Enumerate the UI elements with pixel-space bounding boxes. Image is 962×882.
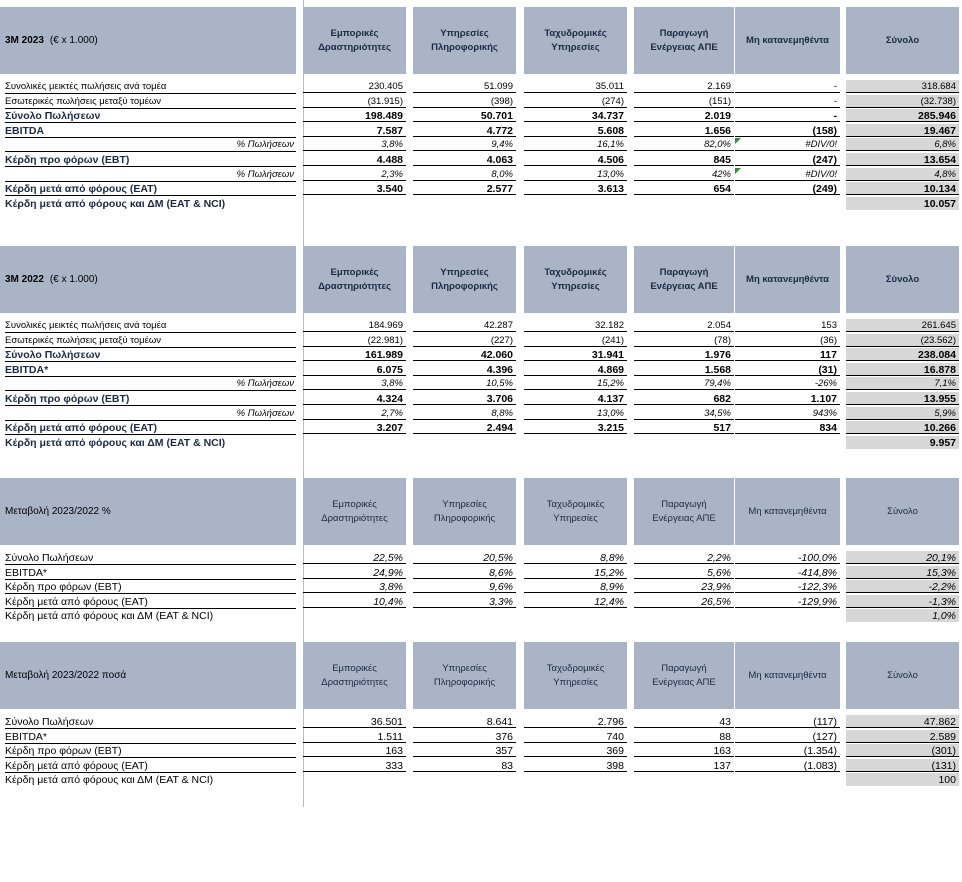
row-label: Κέρδη μετά από φόρους και ΔΜ (EAT & NCI) <box>5 436 226 449</box>
column-header-energy <box>634 642 734 709</box>
cell-postal: 31.941 <box>524 348 627 361</box>
cell-commercial: 3.207 <box>303 421 406 434</box>
cell-postal: 5.608 <box>524 124 627 137</box>
cell-unallocated: (1.083) <box>735 759 840 772</box>
column-header-total <box>846 478 959 545</box>
cell-it-services: 357 <box>413 744 516 757</box>
cell-commercial: 22,5% <box>303 551 406 564</box>
cell-commercial: 10,4% <box>303 595 406 608</box>
cell-postal: 13,0% <box>524 407 627 420</box>
cell-postal: 35.011 <box>524 80 627 93</box>
cell-energy: 79,4% <box>634 377 734 390</box>
cell-energy: 23,9% <box>634 580 734 593</box>
cell-commercial: (31.915) <box>303 95 406 108</box>
cell-postal: 369 <box>524 744 627 757</box>
column-header-text: Παραγωγή Ενέργειας ΑΠΕ <box>650 27 718 53</box>
cell-total: 13.654 <box>846 153 959 166</box>
cell-it-services: 376 <box>413 730 516 743</box>
column-header-unallocated <box>735 642 840 709</box>
cell-it-services: 8,8% <box>413 407 516 420</box>
cell-energy: 2,2% <box>634 551 734 564</box>
column-header-text: Σύνολο <box>885 273 920 285</box>
cell-unallocated: (247) <box>735 153 840 166</box>
section-unit: (€ x 1.000) <box>49 35 98 46</box>
cell-unallocated: 117 <box>735 348 840 361</box>
table-row <box>0 392 962 406</box>
row-label: Κέρδη μετά από φόρους (EAT) <box>5 759 296 773</box>
section-title <box>5 642 126 709</box>
column-header-commercial <box>303 7 406 74</box>
column-header-text: Παραγωγή Ενέργειας ΑΠΕ <box>650 266 718 292</box>
cell-total: 5,9% <box>846 407 959 420</box>
cell-postal: (274) <box>524 95 627 108</box>
table-row <box>0 609 962 623</box>
section-title <box>5 478 111 545</box>
table-row <box>0 80 962 94</box>
column-header-it-services <box>413 478 516 545</box>
cell-it-services: 3,3% <box>413 595 516 608</box>
row-label: Κέρδη προ φόρων (EBT) <box>5 580 296 594</box>
cell-unallocated: - <box>735 109 840 122</box>
cell-energy: 82,0% <box>634 138 734 151</box>
cell-postal: 3.613 <box>524 182 627 195</box>
row-label: % Πωλήσεων <box>5 138 296 152</box>
cell-it-services: 42.060 <box>413 348 516 361</box>
column-header-energy <box>634 7 734 74</box>
cell-postal: 34.737 <box>524 109 627 122</box>
cell-commercial: 24,9% <box>303 566 406 579</box>
cell-postal: 32.182 <box>524 319 627 332</box>
table-row <box>0 436 962 450</box>
table-row <box>0 124 962 138</box>
cell-total: 285.946 <box>846 109 959 122</box>
column-header-postal <box>524 478 627 545</box>
cell-energy: 845 <box>634 153 734 166</box>
table-row <box>0 348 962 362</box>
cell-total: -1,3% <box>846 595 959 608</box>
cell-postal: 740 <box>524 730 627 743</box>
table-row <box>0 363 962 377</box>
column-header-text: Παραγωγή Ενέργειας ΑΠΕ <box>652 498 716 524</box>
cell-it-services: 4.063 <box>413 153 516 166</box>
cell-total: 2.589 <box>846 730 959 743</box>
cell-it-services: 8.641 <box>413 715 516 728</box>
row-label: Εσωτερικές πωλήσεις μεταξύ τομέων <box>5 334 296 348</box>
cell-commercial: 230.405 <box>303 80 406 93</box>
column-header-it-services <box>413 246 516 313</box>
cell-commercial: 3,8% <box>303 580 406 593</box>
section-unit: (€ x 1.000) <box>49 274 98 285</box>
cell-commercial: 3,8% <box>303 377 406 390</box>
cell-postal: 16,1% <box>524 138 627 151</box>
column-header-text: Εμπορικές Δραστηριότητες <box>318 27 391 53</box>
table-row <box>0 551 962 565</box>
table-row <box>0 566 962 580</box>
row-label: Συνολικές μεικτές πωλήσεις ανά τομέα <box>5 319 296 333</box>
cell-commercial: 198.489 <box>303 109 406 122</box>
cell-postal: 8,8% <box>524 551 627 564</box>
row-label: % Πωλήσεων <box>5 377 296 391</box>
cell-unallocated: 834 <box>735 421 840 434</box>
cell-unallocated: (117) <box>735 715 840 728</box>
table-row <box>0 197 962 211</box>
column-header-unallocated <box>735 246 840 313</box>
row-label: % Πωλήσεων <box>5 407 296 421</box>
column-header-it-services <box>413 642 516 709</box>
cell-energy: 163 <box>634 744 734 757</box>
cell-commercial: 333 <box>303 759 406 772</box>
row-label: Κέρδη προ φόρων (EBT) <box>5 392 296 406</box>
row-label: EBITDA <box>5 124 296 138</box>
section-title-text: Μεταβολή 2023/2022 % <box>5 506 111 517</box>
table-row <box>0 580 962 594</box>
cell-commercial: 163 <box>303 744 406 757</box>
cell-commercial: 2,7% <box>303 407 406 420</box>
cell-unallocated: - <box>735 80 840 93</box>
table-row <box>0 334 962 348</box>
row-label: Κέρδη μετά από φόρους και ΔΜ (EAT & NCI) <box>5 197 226 210</box>
row-label: Σύνολο Πωλήσεων <box>5 348 296 362</box>
section-header <box>0 7 296 74</box>
cell-unallocated: -26% <box>735 377 840 390</box>
cell-it-services: 2.577 <box>413 182 516 195</box>
row-label: Σύνολο Πωλήσεων <box>5 715 296 729</box>
cell-energy: 517 <box>634 421 734 434</box>
column-header-text: Μη κατανεμηθέντα <box>748 505 827 517</box>
cell-unallocated: (249) <box>735 182 840 195</box>
column-header-unallocated <box>735 7 840 74</box>
row-label: Συνολικές μεικτές πωλήσεις ανά τομέα <box>5 80 296 94</box>
cell-unallocated <box>735 138 840 151</box>
column-header-total <box>846 246 959 313</box>
cell-it-services: 4.772 <box>413 124 516 137</box>
cell-energy: 2.019 <box>634 109 734 122</box>
report-section <box>0 642 962 882</box>
cell-postal: 12,4% <box>524 595 627 608</box>
cell-commercial: 7.587 <box>303 124 406 137</box>
cell-total: (23.562) <box>846 334 959 347</box>
cell-energy: 42% <box>634 168 734 181</box>
column-header-text: Μη κατανεμηθέντα <box>746 34 829 46</box>
cell-it-services: 20,5% <box>413 551 516 564</box>
cell-unallocated: (1.354) <box>735 744 840 757</box>
table-row <box>0 715 962 729</box>
cell-it-services: 8,6% <box>413 566 516 579</box>
cell-energy: 88 <box>634 730 734 743</box>
section-header <box>0 246 296 313</box>
cell-postal: 15,2% <box>524 566 627 579</box>
cell-energy: 682 <box>634 392 734 405</box>
cell-postal: (241) <box>524 334 627 347</box>
cell-energy: 654 <box>634 182 734 195</box>
column-header-text: Σύνολο <box>887 505 918 517</box>
cell-unallocated: 1.107 <box>735 392 840 405</box>
table-row <box>0 377 962 391</box>
column-header-total <box>846 642 959 709</box>
row-label: Κέρδη προ φόρων (EBT) <box>5 153 296 167</box>
cell-postal: 2.796 <box>524 715 627 728</box>
column-header-it-services <box>413 7 516 74</box>
cell-energy: (78) <box>634 334 734 347</box>
cell-postal: 15,2% <box>524 377 627 390</box>
cell-postal: 4.506 <box>524 153 627 166</box>
cell-energy: 2.054 <box>634 319 734 332</box>
cell-total: 10.266 <box>846 421 959 434</box>
row-label: Εσωτερικές πωλήσεις μεταξύ τομέων <box>5 95 296 109</box>
cell-total: 100 <box>846 773 959 786</box>
cell-total: 19.467 <box>846 124 959 137</box>
section-title-text: 3M 2023 <box>5 35 44 46</box>
column-header-text: Ταχυδρομικές Υπηρεσίες <box>546 498 605 524</box>
cell-unallocated: (127) <box>735 730 840 743</box>
cell-unallocated: 943% <box>735 407 840 420</box>
table-row <box>0 138 962 152</box>
cell-commercial: 4.324 <box>303 392 406 405</box>
cell-unallocated: -414,8% <box>735 566 840 579</box>
cell-total: (301) <box>846 744 959 757</box>
section-title-text: Μεταβολή 2023/2022 ποσά <box>5 670 127 681</box>
column-header-text: Εμπορικές Δραστηριότητες <box>321 498 388 524</box>
cell-unallocated: -100,0% <box>735 551 840 564</box>
row-label: Κέρδη μετά από φόρους (EAT) <box>5 421 296 435</box>
cell-total: 318.684 <box>846 80 959 93</box>
row-label: Κέρδη μετά από φόρους και ΔΜ (EAT & NCI) <box>5 774 214 787</box>
cell-commercial: 3.540 <box>303 182 406 195</box>
cell-unallocated: (36) <box>735 334 840 347</box>
table-row <box>0 730 962 744</box>
table-row <box>0 319 962 333</box>
cell-it-services: (398) <box>413 95 516 108</box>
cell-commercial: 184.969 <box>303 319 406 332</box>
table-row <box>0 182 962 196</box>
section-header <box>0 642 296 709</box>
table-row <box>0 95 962 109</box>
row-label: EBITDA* <box>5 730 296 744</box>
cell-it-services: (227) <box>413 334 516 347</box>
row-label: % Πωλήσεων <box>5 168 296 182</box>
column-header-text: Σύνολο <box>885 34 920 46</box>
cell-text: #DIV/0! <box>805 168 837 180</box>
cell-total: 4,8% <box>846 168 959 181</box>
column-header-text: Ταχυδρομικές Υπηρεσίες <box>546 662 605 688</box>
cell-total: 16.878 <box>846 363 959 376</box>
cell-total: (131) <box>846 759 959 772</box>
column-header-text: Ταχυδρομικές Υπηρεσίες <box>544 27 607 53</box>
row-label: Κέρδη μετά από φόρους (EAT) <box>5 595 296 609</box>
cell-total: 6,8% <box>846 138 959 151</box>
cell-postal: 3.215 <box>524 421 627 434</box>
cell-commercial: 4.488 <box>303 153 406 166</box>
cell-total: 47.862 <box>846 715 959 728</box>
cell-unallocated <box>735 168 840 181</box>
cell-commercial: 3,8% <box>303 138 406 151</box>
cell-it-services: 2.494 <box>413 421 516 434</box>
section-header <box>0 478 296 545</box>
cell-total: (32.738) <box>846 95 959 108</box>
table-row <box>0 744 962 758</box>
cell-it-services: 83 <box>413 759 516 772</box>
column-header-energy <box>634 478 734 545</box>
column-header-total <box>846 7 959 74</box>
cell-commercial: 6.075 <box>303 363 406 376</box>
column-header-text: Μη κατανεμηθέντα <box>746 273 829 285</box>
cell-unallocated: -129,9% <box>735 595 840 608</box>
cell-total: -2,2% <box>846 580 959 593</box>
column-header-unallocated <box>735 478 840 545</box>
row-label: Κέρδη μετά από φόρους (EAT) <box>5 182 296 196</box>
cell-commercial: 161.989 <box>303 348 406 361</box>
cell-energy: 137 <box>634 759 734 772</box>
column-header-commercial <box>303 642 406 709</box>
cell-energy: 26,5% <box>634 595 734 608</box>
report-section <box>0 7 962 247</box>
cell-unallocated: (158) <box>735 124 840 137</box>
column-header-commercial <box>303 478 406 545</box>
cell-postal: 8,9% <box>524 580 627 593</box>
cell-energy: 43 <box>634 715 734 728</box>
cell-total: 20,1% <box>846 551 959 564</box>
cell-it-services: 50.701 <box>413 109 516 122</box>
cell-postal: 4.869 <box>524 363 627 376</box>
column-header-text: Υπηρεσίες Πληροφορικής <box>431 266 498 292</box>
cell-postal: 13,0% <box>524 168 627 181</box>
row-label: Σύνολο Πωλήσεων <box>5 551 296 565</box>
cell-total: 261.645 <box>846 319 959 332</box>
table-row <box>0 773 962 787</box>
section-title-text: 3M 2022 <box>5 274 44 285</box>
cell-unallocated: (31) <box>735 363 840 376</box>
column-header-text: Ταχυδρομικές Υπηρεσίες <box>544 266 607 292</box>
table-row <box>0 595 962 609</box>
cell-energy: 34,5% <box>634 407 734 420</box>
cell-total: 7,1% <box>846 377 959 390</box>
row-label: Κέρδη μετά από φόρους και ΔΜ (EAT & NCI) <box>5 610 214 623</box>
table-row <box>0 759 962 773</box>
column-header-text: Εμπορικές Δραστηριότητες <box>318 266 391 292</box>
cell-it-services: 3.706 <box>413 392 516 405</box>
cell-total: 238.084 <box>846 348 959 361</box>
column-header-text: Υπηρεσίες Πληροφορικής <box>433 662 496 688</box>
cell-total: 13.955 <box>846 392 959 405</box>
row-label: Κέρδη προ φόρων (EBT) <box>5 744 296 758</box>
cell-it-services: 9,4% <box>413 138 516 151</box>
row-label: Σύνολο Πωλήσεων <box>5 109 296 123</box>
column-header-text: Υπηρεσίες Πληροφορικής <box>433 498 496 524</box>
cell-total: 9.957 <box>846 436 959 449</box>
cell-commercial: 2,3% <box>303 168 406 181</box>
column-header-text: Παραγωγή Ενέργειας ΑΠΕ <box>652 662 716 688</box>
table-row <box>0 421 962 435</box>
error-flag-icon <box>735 138 741 144</box>
cell-it-services: 4.396 <box>413 363 516 376</box>
column-header-postal <box>524 7 627 74</box>
cell-commercial: 36.501 <box>303 715 406 728</box>
cell-commercial: (22.981) <box>303 334 406 347</box>
cell-postal: 4.137 <box>524 392 627 405</box>
column-header-postal <box>524 642 627 709</box>
cell-energy: 1.568 <box>634 363 734 376</box>
cell-total: 10.134 <box>846 182 959 195</box>
cell-total: 15,3% <box>846 566 959 579</box>
cell-text: #DIV/0! <box>805 139 837 151</box>
cell-unallocated: 153 <box>735 319 840 332</box>
column-header-text: Μη κατανεμηθέντα <box>748 669 827 681</box>
cell-it-services: 10,5% <box>413 377 516 390</box>
cell-it-services: 8,0% <box>413 168 516 181</box>
column-header-text: Υπηρεσίες Πληροφορικής <box>431 27 498 53</box>
cell-it-services: 42.287 <box>413 319 516 332</box>
column-header-text: Σύνολο <box>887 669 918 681</box>
section-title <box>5 246 98 313</box>
cell-commercial: 1.511 <box>303 730 406 743</box>
cell-it-services: 9,6% <box>413 580 516 593</box>
cell-energy: 5,6% <box>634 566 734 579</box>
cell-total: 10.057 <box>846 197 959 210</box>
error-flag-icon <box>735 168 741 174</box>
column-header-text: Εμπορικές Δραστηριότητες <box>321 662 388 688</box>
cell-energy: 2.169 <box>634 80 734 93</box>
cell-unallocated: - <box>735 95 840 108</box>
cell-energy: (151) <box>634 95 734 108</box>
column-header-postal <box>524 246 627 313</box>
table-row <box>0 407 962 421</box>
cell-energy: 1.976 <box>634 348 734 361</box>
cell-unallocated: -122,3% <box>735 580 840 593</box>
cell-postal: 398 <box>524 759 627 772</box>
column-header-energy <box>634 246 734 313</box>
table-row <box>0 153 962 167</box>
cell-it-services: 51.099 <box>413 80 516 93</box>
row-label: EBITDA* <box>5 566 296 580</box>
cell-total: 1,0% <box>846 609 959 622</box>
table-row <box>0 109 962 123</box>
column-header-commercial <box>303 246 406 313</box>
section-title <box>5 7 98 74</box>
cell-energy: 1.656 <box>634 124 734 137</box>
report-section <box>0 246 962 486</box>
row-label: EBITDA* <box>5 363 296 377</box>
table-row <box>0 168 962 182</box>
